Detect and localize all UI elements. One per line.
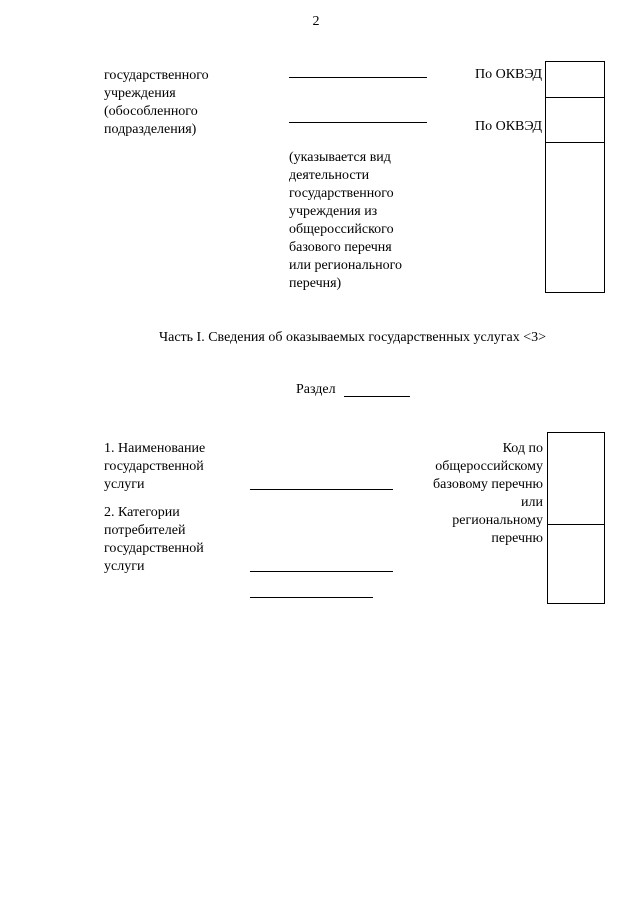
activity-type-line-1: [289, 77, 427, 78]
base-list-code-box: [547, 432, 605, 604]
service-name-label: 1. Наименование государственной услуги: [104, 441, 206, 492]
part-heading: Часть I. Сведения об оказываемых государственных услугах <3>: [159, 330, 546, 345]
service-name-line: [250, 489, 393, 490]
okved-code-box-divider-2: [545, 142, 605, 143]
activity-type-line-2: [289, 122, 427, 123]
section-number-line: [344, 396, 410, 397]
base-list-code-box-divider: [547, 524, 605, 525]
institution-label: государственного учреждения (обособленного подразделения): [104, 68, 209, 137]
okved-label-2: По ОКВЭД: [474, 119, 542, 134]
okved-label-1: По ОКВЭД: [474, 67, 542, 82]
okved-code-box: [545, 61, 605, 293]
page-number: 2: [312, 14, 320, 29]
activity-type-note: (указывается вид деятельности государственного учреждения из общероссийского базового перечня или регионального перечня): [289, 150, 403, 291]
okved-code-box-divider-1: [545, 97, 605, 98]
section-label: Раздел: [296, 382, 336, 397]
consumer-category-line-2: [250, 597, 373, 598]
consumer-category-line-1: [250, 571, 393, 572]
base-list-code-label: Код по общероссийскому базовому перечню или региональному перечню: [433, 441, 543, 546]
consumer-category-label: 2. Категории потребителей государственной услуги: [104, 505, 204, 574]
